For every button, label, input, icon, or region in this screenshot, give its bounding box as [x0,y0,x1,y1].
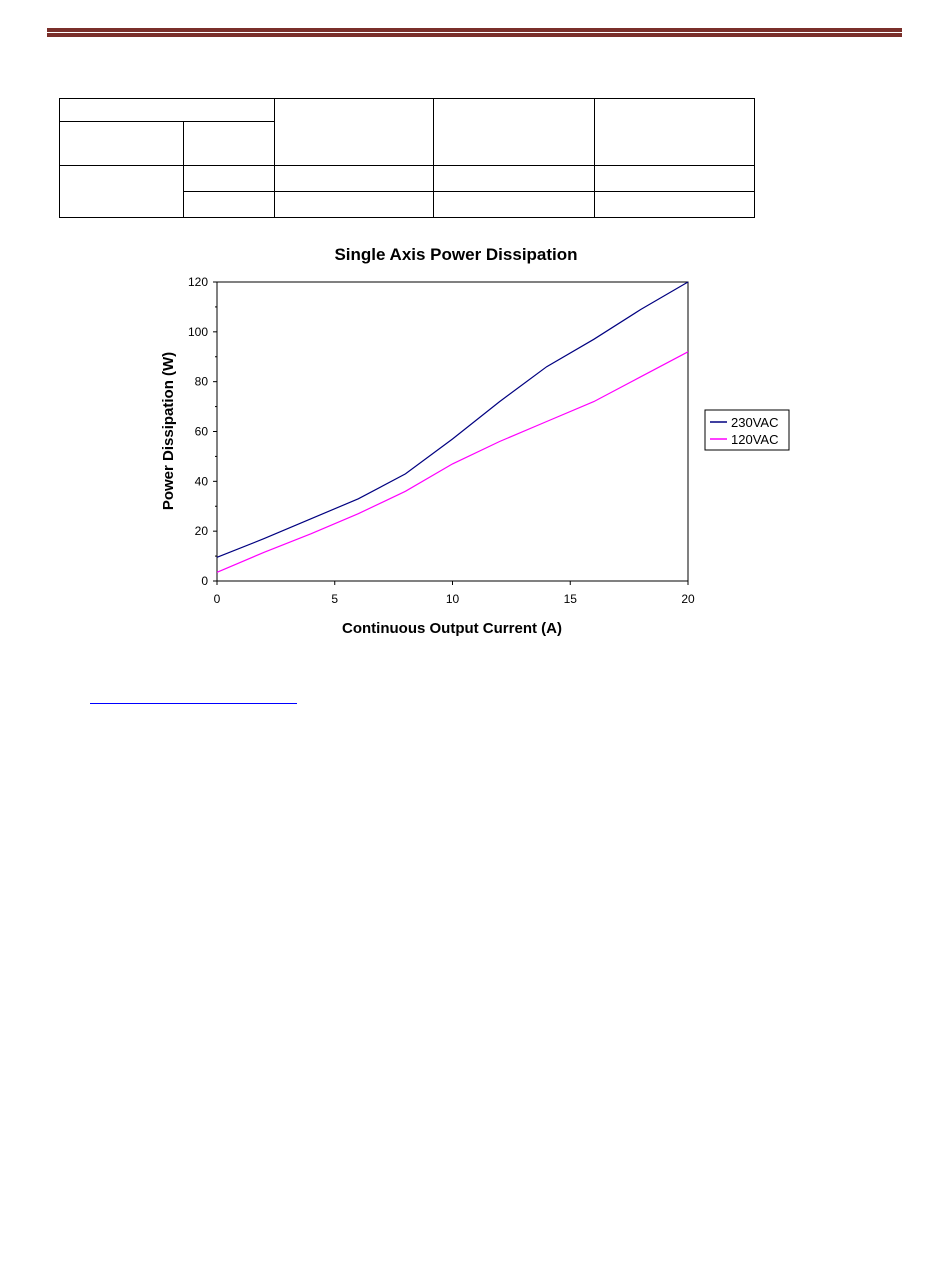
x-tick-label: 10 [445,592,460,606]
table-cell [434,99,595,166]
header-rule [47,28,902,37]
table-cell [184,192,275,218]
table-cell [434,166,595,192]
table-cell [275,192,434,218]
legend-label: 120VAC [731,432,779,447]
x-tick-label: 5 [331,592,339,606]
table-cell [434,192,595,218]
table-cell [595,99,755,166]
chart-legend [705,410,789,450]
table-cell [595,166,755,192]
y-tick-label: 40 [194,474,208,489]
table-cell [184,166,275,192]
y-tick-label: 80 [194,374,208,389]
hyperlink-underline[interactable] [90,703,297,704]
x-axis-label: Continuous Output Current (A) [342,620,562,637]
table-cell [60,99,275,122]
y-axis-label: Power Dissipation (W) [160,351,177,511]
plot-frame [217,282,688,581]
table-cell [184,122,275,166]
y-tick-label: 0 [201,574,208,588]
specification-table [59,98,755,218]
y-tick-label: 20 [194,524,208,539]
x-axis [214,581,695,606]
chart-svg [150,238,800,648]
legend-label: 230VAC [731,415,779,430]
table-cell [60,122,184,166]
x-tick-label: 15 [563,592,577,606]
y-tick-label: 100 [187,324,208,339]
x-tick-label: 0 [213,592,221,606]
chart-title: Single Axis Power Dissipation [334,245,578,264]
table-cell [275,99,434,166]
power-dissipation-chart [150,238,800,648]
y-axis [188,275,217,588]
y-tick-label: 60 [194,424,208,439]
table-cell [595,192,755,218]
table-cell [275,166,434,192]
table-cell [60,166,184,218]
x-tick-label: 20 [681,592,695,606]
plot-area [217,282,688,581]
y-tick-label: 120 [187,275,208,289]
